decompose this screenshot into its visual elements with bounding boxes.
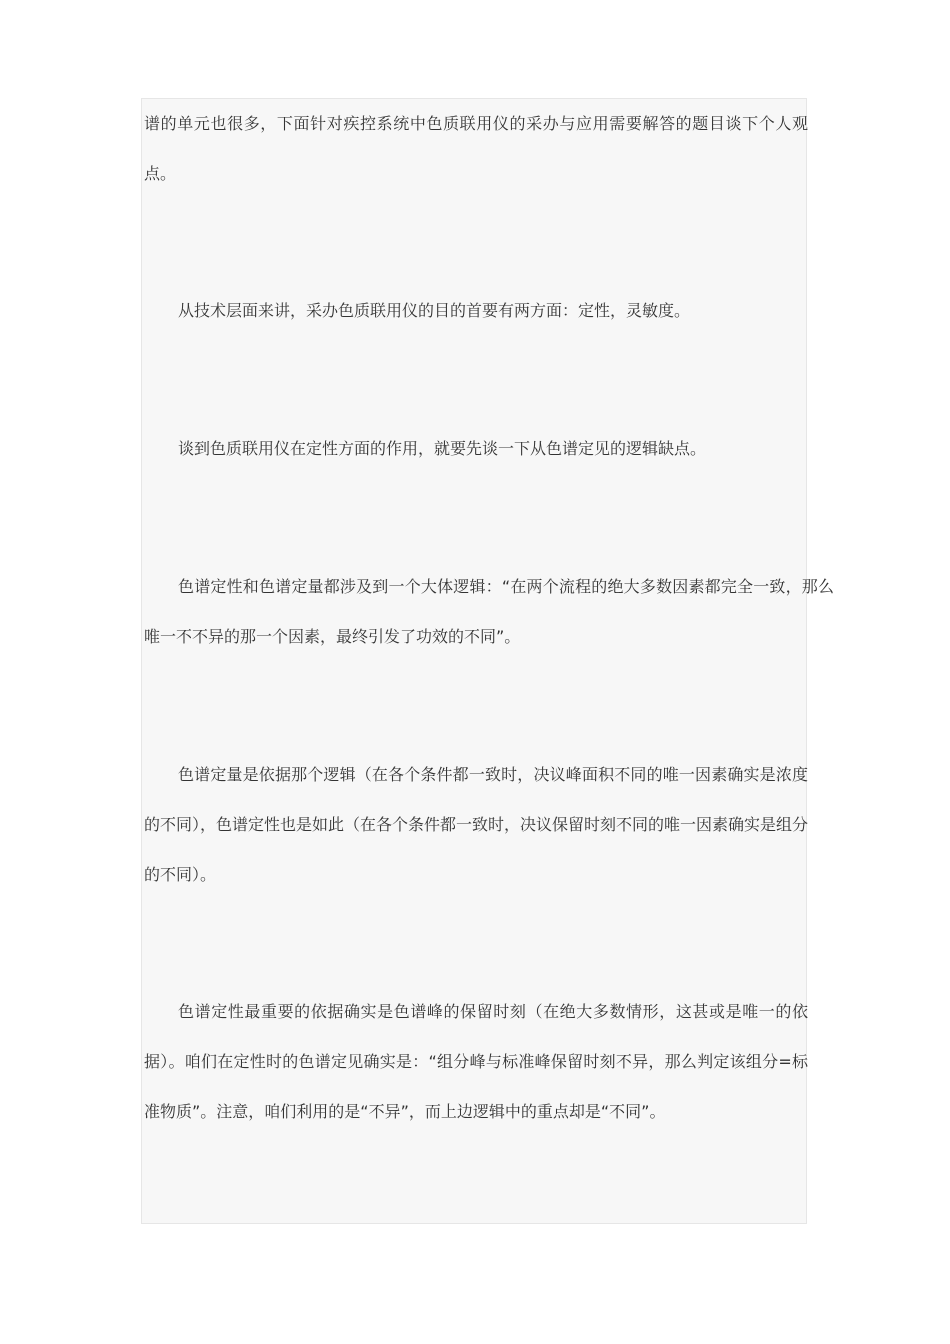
paragraph-basic-logic: 色谱定性和色谱定量都涉及到一个大体逻辑：“在两个流程的绝大多数因素都完全一致，那么唯一不不异的那一个因素，最终引发了功效的不同”。 [144, 577, 834, 646]
document-content-area [141, 98, 834, 1224]
paragraph-retention-time: 色谱定性最重要的依据确实是色谱峰的保留时刻（在绝大多数情形，这甚或是唯一的依据）。咱们在定性时的色谱定见确实是：“组分峰与标准峰保留时刻不异，那么判定该组分=标准物质”。注意，咱们利用的是“不异”，而上边逻辑中的重点却是“不同”。 [144, 1002, 808, 1121]
paragraph-quantitative-basis: 色谱定量是依据那个逻辑（在各个条件都一致时，决议峰面积不同的唯一因素确实是浓度的不同），色谱定性也是如此（在各个条件都一致时，决议保留时刻不同的唯一因素确实是组分的不同）。 [144, 765, 809, 884]
paragraph-intro-continuation: 谱的单元也很多，下面针对疾控系统中色质联用仪的采办与应用需要解答的题目谈下个人观点。 [144, 114, 808, 183]
paragraph-qualitative-role: 谈到色质联用仪在定性方面的作用，就要先谈一下从色谱定见的逻辑缺点。 [178, 439, 707, 458]
paragraph-purpose: 从技术层面来讲，采办色质联用仪的目的首要有两方面：定性，灵敏度。 [178, 301, 691, 320]
